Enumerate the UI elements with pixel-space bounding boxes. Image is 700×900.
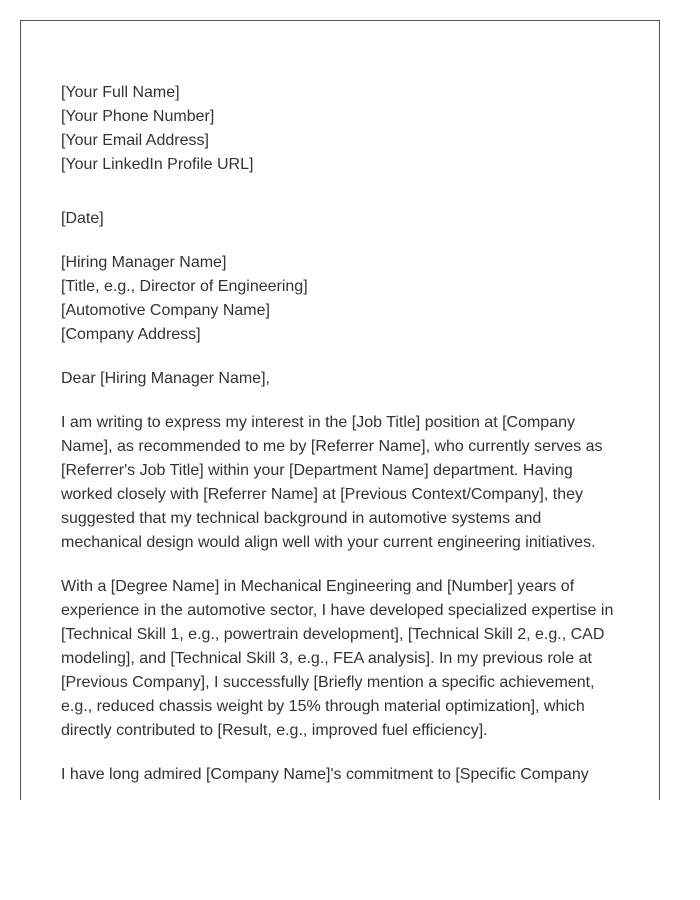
recipient-block [61, 251, 621, 347]
sender-email: [Your Email Address] [61, 132, 209, 149]
salutation: Dear [Hiring Manager Name], [61, 370, 270, 387]
letter-date: [Date] [61, 210, 104, 227]
recipient-title: [Title, e.g., Director of Engineering] [61, 278, 308, 295]
sender-contact-block [61, 81, 621, 177]
body-paragraph: With a [Degree Name] in Mechanical Engineering and [Number] years of experience in the automotive sector, I have developed specialized expertise in [Technical Skill 1, e.g., powertrain development], [Technical Skill 2, e.g., CAD modeling], and [Technical Skill 3, e.g., FEA analysis]. In my previous role at [Previous Company], I successfully [Briefly mention a specific achievement, e.g., reduced chassis weight by 15% through material optimization], which directly contributed to [Result, e.g., improved fuel efficiency]. [61, 578, 614, 739]
body-paragraph: I am writing to express my interest in the [Job Title] position at [Company Name], as recommended to me by [Referrer Name], who currently serves as [Referrer's Job Title] within your [Department Name] department. Having worked closely with [Referrer Name] at [Previous Context/Company], they suggested that my technical background in automotive systems and mechanical design would align well with your current engineering initiatives. [61, 414, 603, 551]
letter-body [61, 81, 621, 800]
recipient-address: [Company Address] [61, 326, 201, 343]
sender-full-name: [Your Full Name] [61, 84, 180, 101]
recipient-company: [Automotive Company Name] [61, 302, 270, 319]
sender-linkedin: [Your LinkedIn Profile URL] [61, 156, 254, 173]
sender-phone: [Your Phone Number] [61, 108, 215, 125]
body-paragraph: I have long admired [Company Name]'s commitment to [Specific Company [61, 766, 589, 783]
recipient-name: [Hiring Manager Name] [61, 254, 227, 271]
letter-page [20, 20, 660, 800]
date-block [61, 207, 621, 231]
